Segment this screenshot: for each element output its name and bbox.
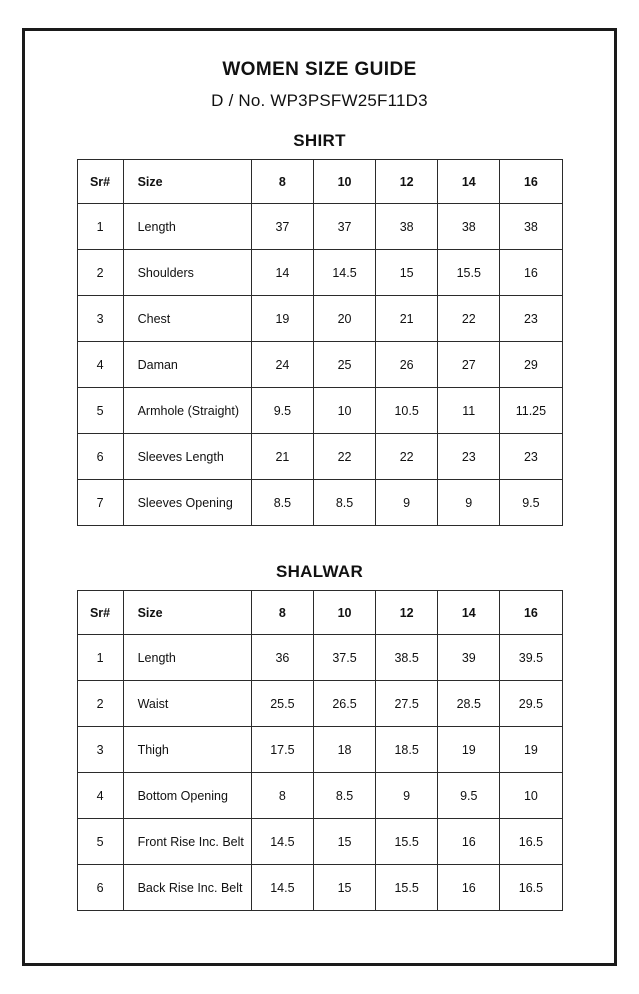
shalwar-section-title: SHALWAR <box>275 562 364 581</box>
cell-value: 21 <box>251 434 313 480</box>
cell-measure: Waist <box>123 681 251 727</box>
cell-value: 15 <box>376 250 438 296</box>
shalwar-size-table <box>77 590 563 911</box>
cell-value: 19 <box>438 727 500 773</box>
cell-sr: 5 <box>77 388 123 434</box>
column-header-16: 16 <box>500 591 562 635</box>
cell-value: 15 <box>313 819 375 865</box>
cell-value: 18 <box>313 727 375 773</box>
shirt-size-table <box>77 159 563 526</box>
cell-value: 26.5 <box>313 681 375 727</box>
cell-sr: 6 <box>77 865 123 911</box>
cell-value: 36 <box>251 635 313 681</box>
cell-measure: Length <box>123 204 251 250</box>
cell-value: 14 <box>251 250 313 296</box>
cell-value: 29.5 <box>500 681 562 727</box>
column-header-10: 10 <box>313 591 375 635</box>
cell-value: 38.5 <box>376 635 438 681</box>
column-header-14: 14 <box>438 160 500 204</box>
cell-measure: Thigh <box>123 727 251 773</box>
column-header-12: 12 <box>376 160 438 204</box>
cell-measure: Armhole (Straight) <box>123 388 251 434</box>
table-row <box>77 865 562 911</box>
cell-value: 8.5 <box>313 480 375 526</box>
cell-value: 39.5 <box>500 635 562 681</box>
column-header-sr: Sr# <box>77 591 123 635</box>
cell-value: 38 <box>500 204 562 250</box>
table-row <box>77 773 562 819</box>
column-header-16: 16 <box>500 160 562 204</box>
shirt-section-title: SHIRT <box>293 131 346 150</box>
table-row <box>77 635 562 681</box>
size-guide-page <box>22 28 617 966</box>
cell-value: 15 <box>313 865 375 911</box>
cell-value: 9 <box>376 773 438 819</box>
cell-value: 23 <box>500 434 562 480</box>
cell-value: 11 <box>438 388 500 434</box>
cell-value: 21 <box>376 296 438 342</box>
table-row <box>77 250 562 296</box>
cell-value: 9.5 <box>251 388 313 434</box>
table-row <box>77 342 562 388</box>
cell-value: 9 <box>376 480 438 526</box>
cell-value: 18.5 <box>376 727 438 773</box>
cell-value: 15.5 <box>438 250 500 296</box>
cell-value: 37.5 <box>313 635 375 681</box>
column-header-sr: Sr# <box>77 160 123 204</box>
cell-value: 27 <box>438 342 500 388</box>
cell-value: 16 <box>500 250 562 296</box>
cell-sr: 3 <box>77 296 123 342</box>
cell-value: 17.5 <box>251 727 313 773</box>
cell-value: 16.5 <box>500 819 562 865</box>
cell-measure: Daman <box>123 342 251 388</box>
page-title: WOMEN SIZE GUIDE <box>222 59 417 80</box>
cell-value: 16 <box>438 865 500 911</box>
cell-value: 11.25 <box>500 388 562 434</box>
cell-measure: Back Rise Inc. Belt <box>123 865 251 911</box>
cell-value: 15.5 <box>376 865 438 911</box>
cell-value: 38 <box>376 204 438 250</box>
table-row <box>77 388 562 434</box>
cell-value: 14.5 <box>313 250 375 296</box>
cell-value: 8 <box>251 773 313 819</box>
cell-value: 26 <box>376 342 438 388</box>
table-row <box>77 681 562 727</box>
shalwar-section <box>65 562 574 911</box>
column-header-size: Size <box>123 591 251 635</box>
cell-measure: Front Rise Inc. Belt <box>123 819 251 865</box>
table-header-row <box>77 160 562 204</box>
cell-value: 28.5 <box>438 681 500 727</box>
cell-value: 39 <box>438 635 500 681</box>
cell-value: 25 <box>313 342 375 388</box>
cell-value: 8.5 <box>313 773 375 819</box>
cell-value: 19 <box>500 727 562 773</box>
cell-sr: 2 <box>77 681 123 727</box>
table-row <box>77 204 562 250</box>
cell-value: 37 <box>313 204 375 250</box>
cell-sr: 6 <box>77 434 123 480</box>
table-row <box>77 296 562 342</box>
cell-value: 29 <box>500 342 562 388</box>
cell-value: 25.5 <box>251 681 313 727</box>
column-header-14: 14 <box>438 591 500 635</box>
column-header-12: 12 <box>376 591 438 635</box>
cell-value: 23 <box>500 296 562 342</box>
cell-measure: Bottom Opening <box>123 773 251 819</box>
cell-value: 22 <box>313 434 375 480</box>
cell-measure: Length <box>123 635 251 681</box>
cell-value: 14.5 <box>251 819 313 865</box>
shirt-section <box>65 131 574 526</box>
table-row <box>77 819 562 865</box>
cell-sr: 4 <box>77 342 123 388</box>
cell-value: 10 <box>313 388 375 434</box>
cell-value: 9.5 <box>500 480 562 526</box>
table-row <box>77 480 562 526</box>
cell-value: 27.5 <box>376 681 438 727</box>
cell-sr: 5 <box>77 819 123 865</box>
cell-sr: 7 <box>77 480 123 526</box>
cell-value: 10.5 <box>376 388 438 434</box>
cell-value: 20 <box>313 296 375 342</box>
cell-value: 24 <box>251 342 313 388</box>
cell-value: 15.5 <box>376 819 438 865</box>
cell-value: 9.5 <box>438 773 500 819</box>
cell-value: 22 <box>376 434 438 480</box>
cell-value: 37 <box>251 204 313 250</box>
page-content <box>25 59 614 911</box>
column-header-size: Size <box>123 160 251 204</box>
cell-value: 8.5 <box>251 480 313 526</box>
cell-sr: 4 <box>77 773 123 819</box>
design-number: D / No. WP3PSFW25F11D3 <box>211 91 428 110</box>
table-row <box>77 727 562 773</box>
cell-sr: 3 <box>77 727 123 773</box>
cell-value: 9 <box>438 480 500 526</box>
table-row <box>77 434 562 480</box>
cell-sr: 2 <box>77 250 123 296</box>
cell-value: 22 <box>438 296 500 342</box>
cell-measure: Sleeves Length <box>123 434 251 480</box>
cell-measure: Shoulders <box>123 250 251 296</box>
cell-sr: 1 <box>77 204 123 250</box>
column-header-10: 10 <box>313 160 375 204</box>
cell-value: 16.5 <box>500 865 562 911</box>
cell-sr: 1 <box>77 635 123 681</box>
cell-value: 16 <box>438 819 500 865</box>
cell-value: 38 <box>438 204 500 250</box>
cell-value: 14.5 <box>251 865 313 911</box>
column-header-8: 8 <box>251 591 313 635</box>
table-header-row <box>77 591 562 635</box>
cell-value: 19 <box>251 296 313 342</box>
column-header-8: 8 <box>251 160 313 204</box>
cell-value: 10 <box>500 773 562 819</box>
cell-measure: Sleeves Opening <box>123 480 251 526</box>
cell-value: 23 <box>438 434 500 480</box>
cell-measure: Chest <box>123 296 251 342</box>
